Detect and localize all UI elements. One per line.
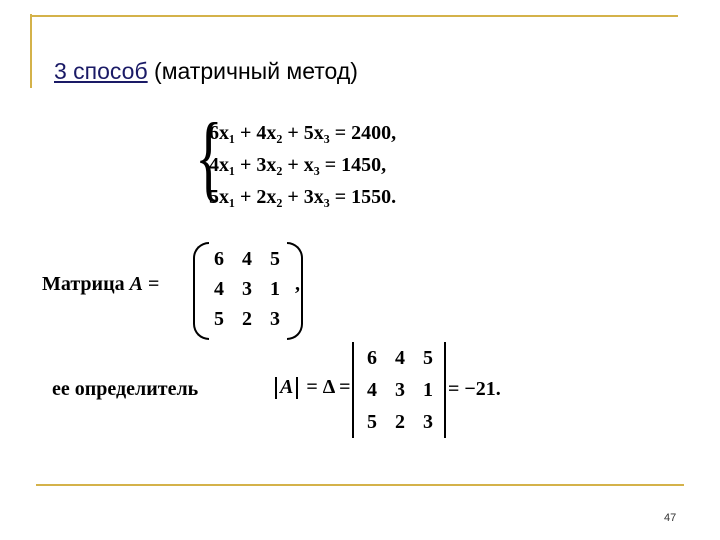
det-row: [358, 374, 442, 406]
system-brace: {: [195, 103, 223, 210]
matrix-row: [205, 304, 289, 334]
det-cell: 2: [395, 411, 405, 433]
equation-1: 6x₁ + 4x₂ + 5x₃ = 2400,: [209, 122, 397, 144]
det-cell: 5: [423, 347, 433, 369]
page-number: 47: [664, 512, 677, 524]
matrix-label: [42, 273, 159, 296]
matrix-cell: 2: [242, 308, 252, 330]
matrix-row: [205, 244, 289, 274]
determinant-var: A: [280, 376, 294, 398]
matrix-cell: 4: [242, 248, 252, 270]
matrix-row: [205, 274, 289, 304]
det-cell: 1: [423, 379, 433, 401]
method-number: 3 способ: [54, 58, 148, 84]
det-bar-left: [352, 342, 354, 438]
equation-3: 5x₁ + 2x₂ + 3x₃ = 1550.: [209, 186, 397, 208]
determinant-result: = −21.: [448, 378, 501, 400]
det-cell: 3: [395, 379, 405, 401]
matrix-cell: 6: [214, 248, 224, 270]
abs-bar-left: [275, 377, 277, 399]
det-row: [358, 406, 442, 438]
matrix-cell: 3: [270, 308, 280, 330]
matrix-cell: 4: [214, 278, 224, 300]
matrix-var: A: [129, 273, 143, 295]
equation-2: 4x₁ + 3x₂ + x₃ = 1450,: [209, 154, 387, 176]
slide-title: [54, 58, 358, 85]
matrix-label-text: Матрица: [42, 273, 130, 295]
matrix-cell: 5: [214, 308, 224, 330]
determinant-lhs: [272, 376, 351, 399]
left-rule: [30, 14, 32, 88]
det-cell: 5: [367, 411, 377, 433]
matrix-cell: 5: [270, 248, 280, 270]
bottom-rule: [36, 484, 684, 486]
abs-bar-right: [296, 377, 298, 399]
det-bar-right: [444, 342, 446, 438]
det-cell: 3: [423, 411, 433, 433]
matrix-eq: =: [142, 273, 160, 295]
det-cell: 4: [367, 379, 377, 401]
method-name: (матричный метод): [154, 58, 358, 84]
determinant-label: ее определитель: [52, 378, 199, 400]
determinant-eq: = Δ =: [301, 376, 351, 398]
matrix-cell: 3: [242, 278, 252, 300]
matrix-cell: 1: [270, 278, 280, 300]
det-row: [358, 342, 442, 374]
det-cell: 4: [395, 347, 405, 369]
det-cell: 6: [367, 347, 377, 369]
matrix-trailing-comma: ,: [295, 273, 300, 295]
top-rule: [30, 15, 678, 17]
